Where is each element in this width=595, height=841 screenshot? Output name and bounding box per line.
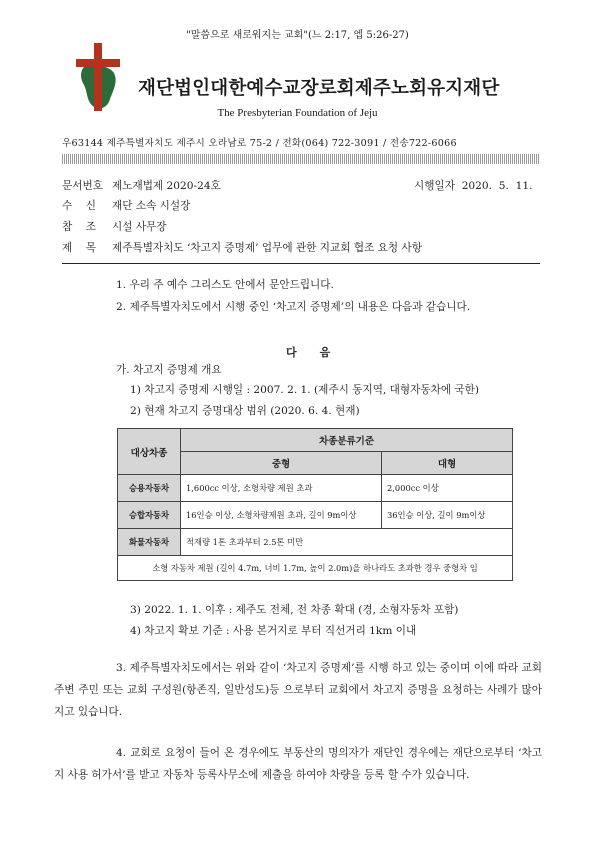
recipient-label: 수 신 [62, 200, 96, 212]
document-number: 제노재법제 2020-24호 [112, 180, 221, 192]
subject-label: 제 목 [62, 242, 96, 254]
row-mid: 16인승 이상, 소형차량제원 초과, 길이 9m이상 [181, 502, 382, 529]
header-divider [62, 154, 540, 164]
document-number-row [62, 178, 221, 193]
row-large: 36인승 이상, 길이 9m이상 [382, 502, 513, 529]
organization-name: 재단법인대한예수교장로회제주노회유지재단 [138, 78, 500, 99]
row-mid: 1,600cc 이상, 소형차량 제원 초과 [181, 475, 382, 502]
table-note: 소형 자동차 제원 (길이 4.7m, 너비 1.7m, 높이 2.0m)을 하나라도 초과한 경우 중형차 임 [118, 556, 513, 581]
greeting-item: 1. 우리 주 예수 그리스도 안에서 문안드립니다. [116, 279, 334, 291]
table-header-row [118, 429, 513, 452]
effective-date: 2020. 5. 11. [461, 180, 533, 192]
vehicle-criteria-table [117, 428, 513, 581]
subject-row [62, 240, 422, 255]
document-number-label: 문서번호 [62, 180, 103, 192]
intro-item: 2. 제주특별자치도에서 시행 중인 ‘차고지 증명제’의 내용은 다음과 같습니다. [116, 301, 471, 313]
paragraph-4-text: 4. 교회로 요청이 들어 온 경우에도 부동산의 명의자가 재단인 경우에는 재단으로부터 ‘차고지 사용 허가서’를 받고 자동차 등록사무소에 제출을 하여야 차량을 등록 할 수가 있습니다. [54, 747, 542, 781]
sub-item-4: 4) 차고지 확보 기준 : 사용 본거지로 부터 직선거리 1km 이내 [130, 625, 417, 637]
sub-item-3: 3) 2022. 1. 1. 이후 : 제주도 전체, 전 차종 확대 (경, 소형자동차 포함) [130, 604, 459, 616]
recipient-row [62, 198, 190, 213]
header-criteria: 차종분류기준 [181, 429, 513, 452]
meta-divider [62, 263, 540, 264]
row-type: 승합자동차 [118, 502, 181, 529]
reference-label: 참 조 [62, 221, 96, 233]
effective-date-row [414, 178, 532, 193]
motto: "말씀으로 새로워지는 교회"(느 2:17, 엡 5:26-27) [186, 30, 409, 41]
header-large-size: 대형 [382, 452, 513, 475]
recipient: 재단 소속 시설장 [112, 200, 191, 212]
foundation-logo [74, 41, 122, 117]
effective-date-label: 시행일자 [414, 180, 455, 192]
subject: 제주특별자치도 ‘차고지 증명제’ 업무에 관한 지교회 협조 요청 사항 [112, 242, 422, 254]
table-note-row [118, 556, 513, 581]
paragraph-3-text: 3. 제주특별자치도에서는 위와 같이 ‘차고지 증명제’를 시행 하고 있는 중이며 이에 따라 교회 주변 주민 또는 교회 구성원(항존직, 일반성도)등 으로부터 교회에서 차고지 증명을 요청하는 사례가 많아 지고 있습니다. [54, 662, 542, 718]
header-vehicle-type: 대상차종 [118, 429, 181, 475]
reference: 시설 사무장 [112, 221, 167, 233]
table-row [118, 475, 513, 502]
reference-row [62, 219, 167, 234]
paragraph-4 [54, 742, 542, 786]
table-row [118, 529, 513, 556]
row-mid: 적재량 1톤 초과부터 2.5톤 미만 [181, 529, 513, 556]
sub-item-1: 1) 차고지 증명제 시행일 : 2007. 2. 1. (제주시 동지역, 대형자동차에 국한) [130, 384, 480, 396]
paragraph-3 [54, 657, 542, 723]
organization-name-english: The Presbyterian Foundation of Jeju [217, 107, 378, 119]
contact-address: 우63144 제주특별자치도 제주시 오라남로 75-2 / 전화(064) 722-3091 / 전송722-6066 [62, 138, 457, 149]
table-row [118, 502, 513, 529]
row-type: 화물자동차 [118, 529, 181, 556]
header-mid-size: 중형 [181, 452, 382, 475]
section-ga-heading: 가. 차고지 증명제 개요 [116, 364, 222, 376]
row-type: 승용자동차 [118, 475, 181, 502]
sub-item-2: 2) 현재 차고지 증명대상 범위 (2020. 6. 4. 현재) [130, 405, 360, 417]
section-title: 다 음 [286, 346, 331, 359]
row-large: 2,000cc 이상 [382, 475, 513, 502]
